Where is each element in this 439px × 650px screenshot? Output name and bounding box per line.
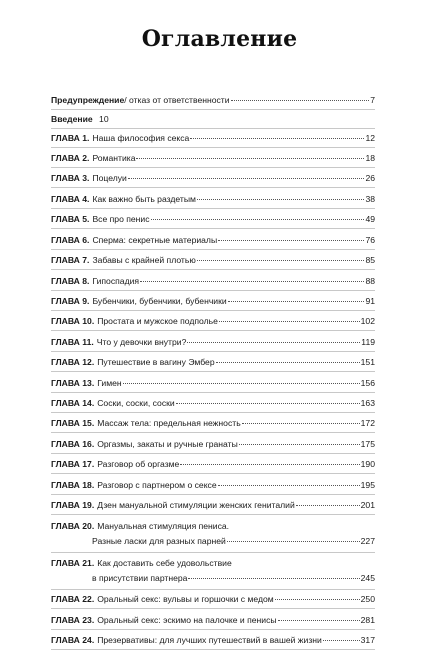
chapter-title: Мануальная стимуляция пениса. [97,521,230,531]
toc-entry-chapter-6[interactable] [51,235,375,246]
toc-entry-chapter-17[interactable] [51,459,375,470]
divider [51,629,375,630]
chapter-page: 190 [360,459,375,469]
preface-page: 7 [370,95,375,105]
dot-leader [197,260,365,261]
divider [51,351,375,352]
chapter-title: Наша философия секса [92,133,190,143]
chapter-title: Сперма: секретные материалы [92,235,218,245]
chapter-page: 151 [360,357,375,367]
divider [51,228,375,229]
chapter-number: ГЛАВА 1. [51,133,90,143]
dot-leader [190,138,364,139]
divider [51,514,375,515]
toc-entry-chapter-9[interactable] [51,296,375,307]
chapter-number: ГЛАВА 11. [51,337,94,347]
dot-leader [275,599,360,600]
toc-entry-chapter-4[interactable] [51,194,375,205]
dot-leader [197,199,365,200]
divider [51,269,375,270]
chapter-number: ГЛАВА 10. [51,316,95,326]
dot-leader [231,100,370,101]
chapter-title: Презервативы: для лучших путешествий в вашей жизни [97,635,322,645]
chapter-title-continued: в присутствии партнера [92,573,188,583]
chapter-number: ГЛАВА 13. [51,378,95,388]
divider [51,109,375,110]
chapter-number: ГЛАВА 21. [51,558,95,568]
chapter-page: 245 [360,573,375,583]
dot-leader [188,578,359,579]
divider [51,249,375,250]
chapter-page: 317 [360,635,375,645]
divider [51,187,375,188]
chapter-number: ГЛАВА 24. [51,635,95,645]
toc-entry-chapter-1[interactable] [51,133,375,144]
page-title: Оглавление [141,26,298,52]
chapter-title: Забавы с крайней плотью [92,255,196,265]
chapter-number: ГЛАВА 2. [51,153,90,163]
chapter-page: 156 [360,378,375,388]
chapter-number: ГЛАВА 14. [51,398,95,408]
toc-entry-chapter-15[interactable] [51,418,375,429]
dot-leader [187,342,360,343]
chapter-number: ГЛАВА 20. [51,521,95,531]
dot-leader [228,301,365,302]
divider [51,412,375,413]
dot-leader [227,541,360,542]
chapter-page: 18 [365,153,375,163]
chapter-page: 119 [361,337,375,347]
dot-leader [218,240,364,241]
chapter-title: Оральный секс: вульвы и горшочки с медом [97,594,274,604]
chapter-number: ГЛАВА 16. [51,439,95,449]
chapter-title: Путешествие в вагину Эмбер [97,357,215,367]
chapter-page: 88 [365,276,375,286]
divider [51,208,375,209]
chapter-number: ГЛАВА 15. [51,418,95,428]
toc-entry-chapter-7[interactable] [51,255,375,266]
chapter-title: Разговор об оргазме [97,459,180,469]
divider [51,392,375,393]
chapter-number: ГЛАВА 12. [51,357,95,367]
toc-entry-chapter-10[interactable] [51,316,375,327]
toc-entry-chapter-16[interactable] [51,439,375,450]
divider [51,128,375,129]
divider [51,371,375,372]
chapter-page: 281 [360,615,375,625]
chapter-title: Гимен [97,378,122,388]
preface-text: / отказ от ответственности [124,95,230,105]
chapter-title: Массаж тела: предельная нежность [97,418,241,428]
divider [51,147,375,148]
dot-leader [239,444,360,445]
chapter-title: Поцелуи [92,173,127,183]
toc-entry-chapter-23[interactable] [51,615,375,626]
chapter-page: 250 [360,594,375,604]
chapter-title: Как важно быть раздетым [92,194,196,204]
toc-entry-chapter-19[interactable] [51,500,375,511]
chapter-page: 227 [360,536,375,546]
dot-leader [180,464,359,465]
chapter-page: 172 [360,418,375,428]
toc-entry-chapter-8[interactable] [51,276,375,287]
toc-entry-chapter-20[interactable] [51,521,375,547]
chapter-title: Как доставить себе удовольствие [97,558,232,568]
chapter-page: 175 [360,439,375,449]
dot-leader [218,485,360,486]
divider [51,589,375,590]
chapter-title: Гипоспадия [92,276,140,286]
chapter-number: ГЛАВА 19. [51,500,95,510]
chapter-title: Простата и мужское подполье [97,316,218,326]
intro-label: Введение [51,114,93,124]
chapter-page: 195 [360,480,375,490]
divider [51,167,375,168]
toc-entry-preface[interactable] [51,95,375,106]
chapter-number: ГЛАВА 5. [51,214,90,224]
chapter-number: ГЛАВА 17. [51,459,95,469]
chapter-title: Все про пенис [92,214,150,224]
chapter-title-continued: Разные ласки для разных парней [92,536,226,546]
preface-label: Предупреждение [51,95,125,105]
chapter-number: ГЛАВА 7. [51,255,90,265]
dot-leader [216,362,360,363]
toc-entry-chapter-3[interactable] [51,173,375,184]
chapter-number: ГЛАВА 4. [51,194,90,204]
chapter-title: Оргазмы, закаты и ручные гранаты [97,439,238,449]
chapter-number: ГЛАВА 9. [51,296,90,306]
dot-leader [219,321,360,322]
toc-entry-chapter-13[interactable] [51,378,375,389]
chapter-number: ГЛАВА 22. [51,594,95,604]
chapter-number: ГЛАВА 23. [51,615,95,625]
intro-page: 10 [99,114,109,124]
toc-entry-chapter-18[interactable] [51,480,375,491]
divider [51,290,375,291]
chapter-title: Соски, соски, соски [97,398,175,408]
chapter-page: 201 [360,500,375,510]
toc-entry-chapter-14[interactable] [51,398,375,409]
dot-leader [140,281,364,282]
toc-entry-chapter-11[interactable] [51,337,375,348]
chapter-title: Оральный секс: эскимо на палочке и пенисы [97,615,277,625]
chapter-page: 76 [365,235,375,245]
chapter-page: 26 [365,173,375,183]
chapter-number: ГЛАВА 6. [51,235,90,245]
chapter-page: 12 [365,133,375,143]
chapter-title: Дзен мануальной стимуляции женских гениталий [97,500,295,510]
toc-entry-chapter-5[interactable] [51,214,375,225]
toc-entry-chapter-2[interactable] [51,153,375,164]
divider [51,330,375,331]
dot-leader [123,383,360,384]
divider [51,473,375,474]
chapter-number: ГЛАВА 3. [51,173,90,183]
dot-leader [242,423,360,424]
divider [51,310,375,311]
chapter-page: 91 [365,296,375,306]
toc-entry-intro[interactable] [51,114,375,125]
dot-leader [296,505,360,506]
divider [51,432,375,433]
chapter-page: 49 [365,214,375,224]
toc-entry-chapter-21[interactable] [51,558,375,584]
toc-entry-chapter-12[interactable] [51,357,375,368]
chapter-page: 163 [360,398,375,408]
dot-leader [323,640,360,641]
dot-leader [151,219,365,220]
chapter-page: 38 [365,194,375,204]
chapter-number: ГЛАВА 18. [51,480,95,490]
divider [51,494,375,495]
chapter-title: Разговор с партнером о сексе [97,480,217,490]
chapter-title: Бубенчики, бубенчики, бубенчики [92,296,227,306]
toc-entry-chapter-22[interactable] [51,594,375,605]
dot-leader [136,158,364,159]
chapter-page: 102 [360,316,375,326]
dot-leader [128,178,365,179]
divider [51,453,375,454]
toc-entry-chapter-24[interactable] [51,635,375,646]
dot-leader [176,403,360,404]
chapter-page: 85 [365,255,375,265]
divider [51,552,375,553]
chapter-number: ГЛАВА 8. [51,276,90,286]
divider [51,608,375,609]
chapter-title: Романтика [92,153,136,163]
chapter-title: Что у девочки внутри? [96,337,187,347]
dot-leader [278,620,360,621]
